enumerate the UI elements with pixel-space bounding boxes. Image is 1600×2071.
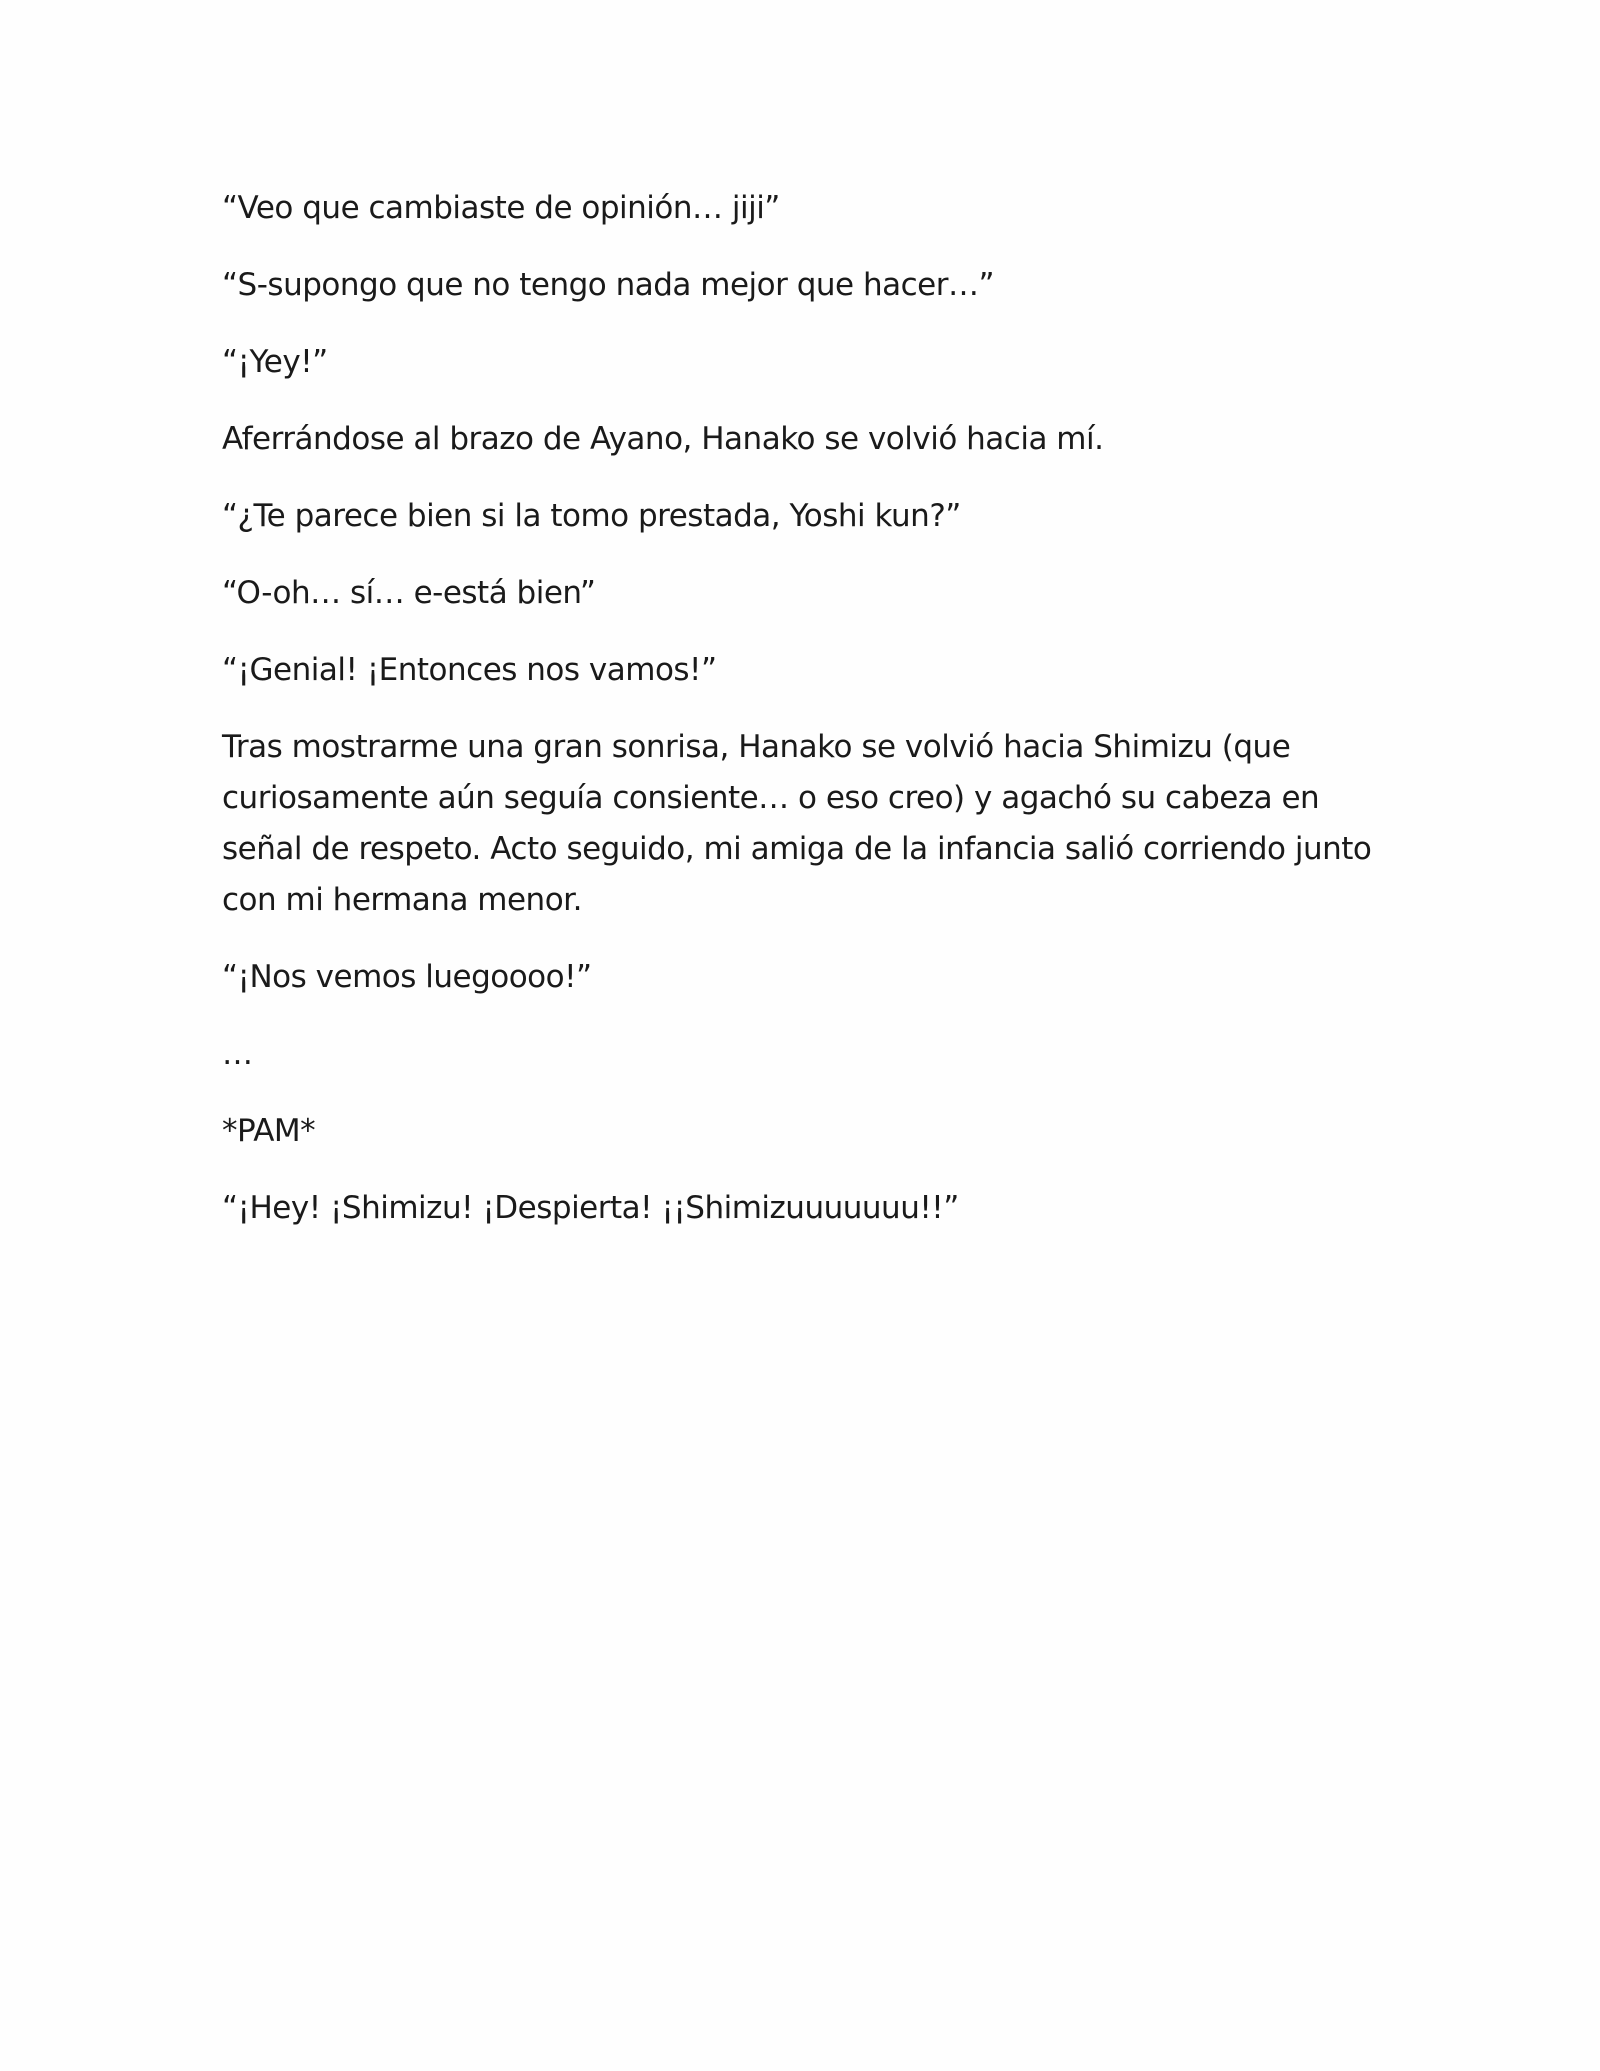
ellipsis-line: … [222,1036,253,1072]
dialogue-line: “¡Genial! ¡Entonces nos vamos!” [222,652,717,688]
document-body [222,183,1382,1260]
dialogue-line: “¡Hey! ¡Shimizu! ¡Despierta! ¡¡Shimizuuuuuuu!!” [222,1190,959,1226]
dialogue-line: “O-oh… sí… e-está bien” [222,575,596,611]
dialogue-line: “¡Nos vemos luegoooo!” [222,959,592,995]
sound-effect-line: *PAM* [222,1113,316,1149]
dialogue-line: “¿Te parece bien si la tomo prestada, Yoshi kun?” [222,498,961,534]
narration-paragraph: Tras mostrarme una gran sonrisa, Hanako se volvió hacia Shimizu (que curiosamente aún seguía consiente… o eso creo) y agachó su cabeza en señal de respeto. Acto seguido, mi amiga de la infancia salió corriendo junto con mi hermana menor. [222,729,1372,918]
narration-paragraph: Aferrándose al brazo de Ayano, Hanako se volvió hacia mí. [222,421,1104,457]
dialogue-line: “Veo que cambiaste de opinión… jiji” [222,190,780,226]
dialogue-line: “S-supongo que no tengo nada mejor que hacer…” [222,267,995,303]
dialogue-line: “¡Yey!” [222,344,328,380]
